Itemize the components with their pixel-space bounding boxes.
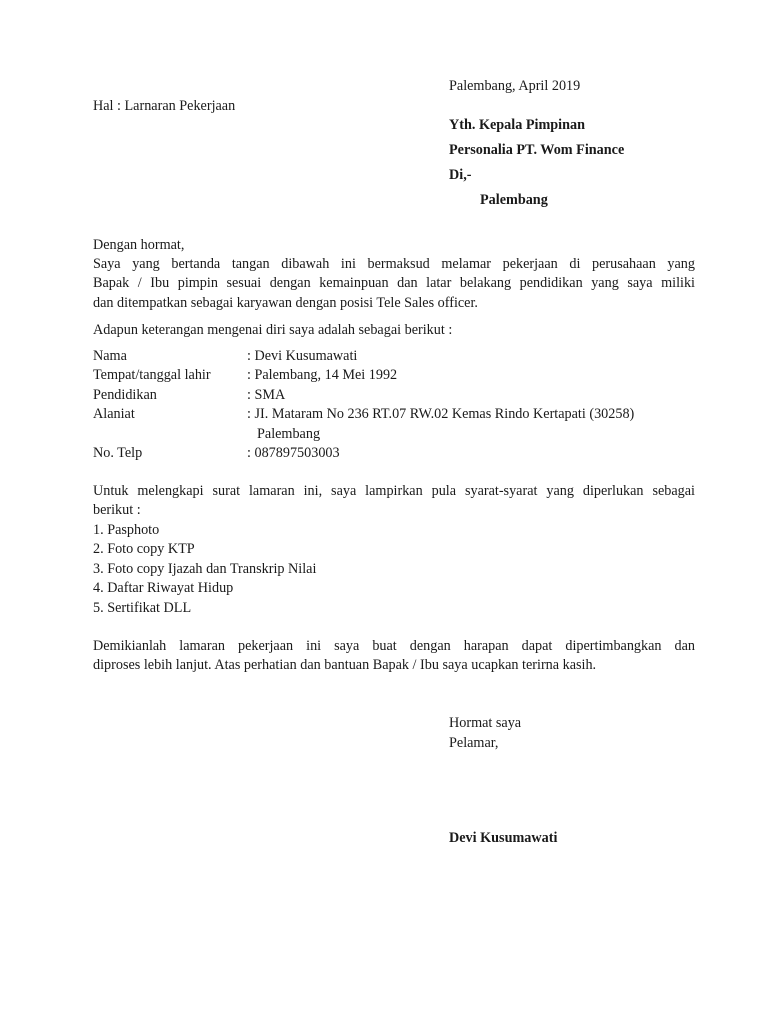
closing-line: diproses lebih lanjut. Atas perhatian dan bantuan Bapak / Ibu saya ucapkan terirna kasih.	[93, 657, 597, 674]
list-item: 3. Foto copy Ijazah dan Transkrip Nilai	[93, 560, 317, 577]
info-value: : JI. Mataram No 236 RT.07 RW.02 Kemas Rindo Kertapati (30258)	[247, 406, 635, 423]
info-label: Pendidikan	[93, 386, 157, 403]
subject-line: Hal : Larnaran Pekerjaan	[93, 98, 236, 114]
regards: Hormat saya	[449, 715, 522, 731]
info-label: Nama	[93, 348, 127, 364]
recipient-line-3: Di,-	[449, 167, 472, 183]
recipient-line-2: Personalia PT. Wom Finance	[449, 142, 625, 158]
signer-name: Devi Kusumawati	[449, 830, 558, 846]
info-value: : Palembang, 14 Mei 1992	[247, 367, 398, 384]
info-value: : 087897503003	[247, 444, 340, 461]
info-value-continuation: Palembang	[257, 425, 321, 442]
personal-info-table	[93, 347, 703, 463]
attach-line: berikut :	[93, 502, 141, 519]
info-intro: Adapun keterangan mengenai diri saya adalah sebagai berikut :	[93, 322, 453, 338]
info-row-name	[93, 347, 703, 366]
list-item: 1. Pasphoto	[93, 522, 160, 538]
info-row-education	[93, 386, 703, 405]
attachments-paragraph	[93, 482, 695, 521]
list-item: 5. Sertifikat DLL	[93, 599, 192, 616]
intro-line: Saya yang bertanda tangan dibawah ini bermaksud melamar pekerjaan di perusahaan yang	[93, 256, 695, 272]
recipient-line-4: Palembang	[480, 192, 548, 208]
closing-paragraph	[93, 637, 695, 676]
attach-line: Untuk melengkapi surat lamaran ini, saya lampirkan pula syarat-syarat yang diperlukan sebagai	[93, 483, 695, 499]
recipient-line-1: Yth. Kepala Pimpinan	[449, 117, 585, 133]
info-label: Alaniat	[93, 406, 135, 423]
list-item: 2. Foto copy KTP	[93, 541, 195, 558]
signer-role: Pelamar,	[449, 735, 499, 751]
info-row-address	[93, 405, 703, 444]
info-label: Tempat/tanggal lahir	[93, 367, 211, 384]
info-value-wrap	[247, 405, 634, 444]
greeting: Dengan hormat,	[93, 237, 185, 253]
intro-line: Bapak / Ibu pimpin sesuai dengan kemainpuan dan latar belakang pendidikan yang saya miliki	[93, 275, 695, 292]
list-item: 4. Daftar Riwayat Hidup	[93, 580, 234, 597]
closing-line: Demikianlah lamaran pekerjaan ini saya buat dengan harapan dapat dipertimbangkan dan	[93, 638, 695, 654]
info-value: : Devi Kusumawati	[247, 348, 358, 364]
info-row-phone	[93, 444, 703, 463]
info-row-birth	[93, 366, 703, 385]
attachments-list	[93, 521, 316, 618]
place-date: Palembang, April 2019	[449, 78, 581, 94]
info-label: No. Telp	[93, 444, 143, 461]
intro-line: dan ditempatkan sebagai karyawan dengan posisi Tele Sales officer.	[93, 294, 478, 311]
intro-paragraph	[93, 255, 695, 313]
info-value: : SMA	[247, 386, 286, 403]
